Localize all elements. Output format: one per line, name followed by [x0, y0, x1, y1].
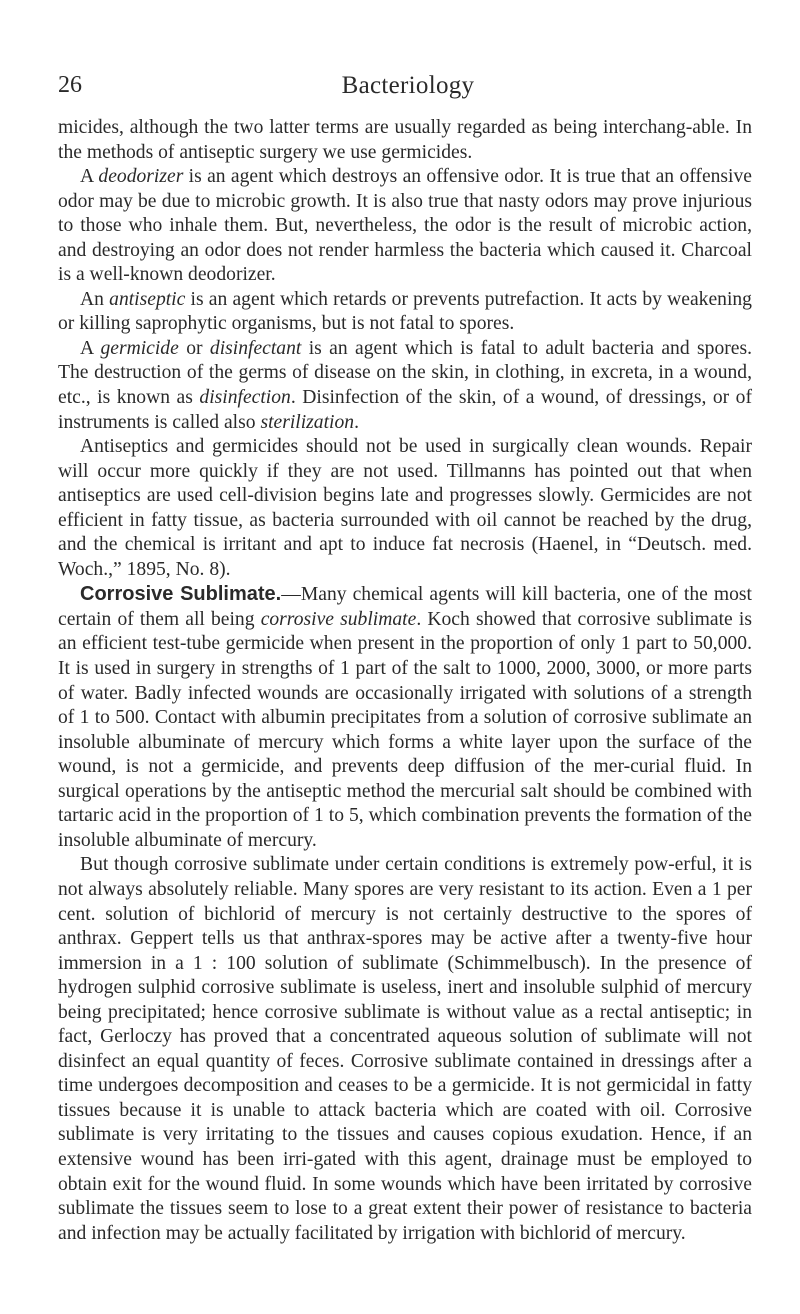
text-span: is an agent which destroys an offensive odor. It is true that an offensive odor may be due to microbic growth. It is also true that nasty odors may prove injurious to those who inhale them. But, nevertheless, the odor is the result of microbic action, and destroying an odor does not render harmless the bacteria which caused it. Charcoal is a well-known deodorizer.	[58, 166, 752, 286]
paragraph-germicide	[58, 337, 752, 435]
text-span: A	[80, 337, 101, 359]
page-number: 26	[58, 72, 82, 98]
section-heading: Corrosive Sublimate.	[80, 583, 282, 606]
paragraph-continuation: micides, although the two latter terms are usually regarded as being interchang-able. In the methods of antiseptic surgery we use germicides.	[58, 117, 752, 163]
page-header	[58, 72, 758, 102]
text-span: or	[178, 337, 210, 359]
term-deodorizer: deodorizer	[98, 166, 184, 188]
term-corrosive-sublimate: corrosive sublimate	[260, 608, 417, 630]
paragraph-corrosive-sublimate	[58, 582, 752, 853]
paragraph-reliability: But though corrosive sublimate under certain conditions is extremely pow-erful, it is not always absolutely reliable. Many spores are very resistant to its action. Even a 1 per cent. solution of bichlorid of mercury is not certainly destructive to the spores of anthrax. Geppert tells us that anthrax-spores may be active after a twenty-five hour immersion in a 1 : 100 solution of sublimate (Schimmelbusch). In the presence of hydrogen sulphid corrosive sublimate is useless, inert and insoluble sulphid of mercury being precipitated; hence corrosive sublimate is without value as a rectal antiseptic; in fact, Gerloczy has proved that a concentrated aqueous solution of sublimate will not disinfect an equal quantity of feces. Corrosive sublimate contained in dressings after a time undergoes decomposition and ceases to be a germicide. It is not germicidal in fatty tissues because it is unable to attack bacteria which are coated with oil. Corrosive sublimate is very irritating to the tissues and causes copious exudation. Hence, if an extensive wound has been irri-gated with this agent, drainage must be employed to obtain exit for the wound fluid. In some wounds which have been irritated by corrosive sublimate the tissues seem to lose to a great extent their power of resistance to bacteria and infection may be actually facilitated by irrigation with bichlorid of mercury.	[58, 854, 752, 1244]
paragraph-deodorizer	[58, 165, 752, 288]
body-text	[58, 116, 752, 1246]
term-germicide: germicide	[100, 337, 179, 359]
text-span: A	[80, 166, 99, 188]
term-sterilization: sterilization	[260, 411, 355, 433]
term-disinfection: disinfection	[199, 387, 291, 409]
term-antiseptic: antiseptic	[109, 288, 186, 310]
text-span: .	[354, 411, 359, 433]
paragraph-antiseptic	[58, 288, 752, 337]
text-span: —Many chemical agents will kill bacteria, one of the most certain of them all being	[58, 584, 753, 630]
text-span: is an agent which retards or prevents putrefaction. It acts by weakening or killing saprophytic organisms, but is not fatal to spores.	[58, 288, 752, 335]
text-span: is an agent which is fatal to adult bacteria and spores. The destruction of the germs of disease on the skin, in clothing, in excreta, in a wound, etc., is known as	[58, 337, 752, 409]
running-title: Bacteriology	[341, 72, 475, 99]
text-span: An	[80, 288, 110, 310]
paragraph-antiseptics-usage: Antiseptics and germicides should not be used in surgically clean wounds. Repair will occur more quickly if they are not used. Tillmanns has pointed out that when antiseptics are used cell-division begins late and progresses slowly. Germicides are not efficient in fatty tissue, as bacteria surrounded with oil cannot be reached by the drug, and the chemical is irritant and apt to induce fat necrosis (Haenel, in “Deutsch. med. Woch.,” 1895, No. 8).	[58, 436, 752, 580]
term-disinfectant: disinfectant	[209, 337, 302, 359]
text-span: . Koch showed that corrosive sublimate is an efficient test-tube germicide when present in the proportion of only 1 part to 50,000. It is used in surgery in strengths of 1 part of the salt to 1000, 2000, 3000, or more parts of water. Badly infected wounds are occasionally irrigated with solutions of a strength of 1 to 500. Contact with albumin precipitates from a solution of corrosive sublimate an insoluble albuminate of mercury which forms a white layer upon the surface of the wound, is not a germicide, and prevents deep diffusion of the mer-curial fluid. In surgical operations by the antiseptic method the mercurial salt should be combined with tartaric acid in the proportion of 1 to 5, which combination prevents the formation of the insoluble albuminate of mercury.	[58, 608, 752, 851]
text-span: . Disinfection of the skin, of a wound, of dressings, or of instruments is called also	[58, 387, 752, 433]
